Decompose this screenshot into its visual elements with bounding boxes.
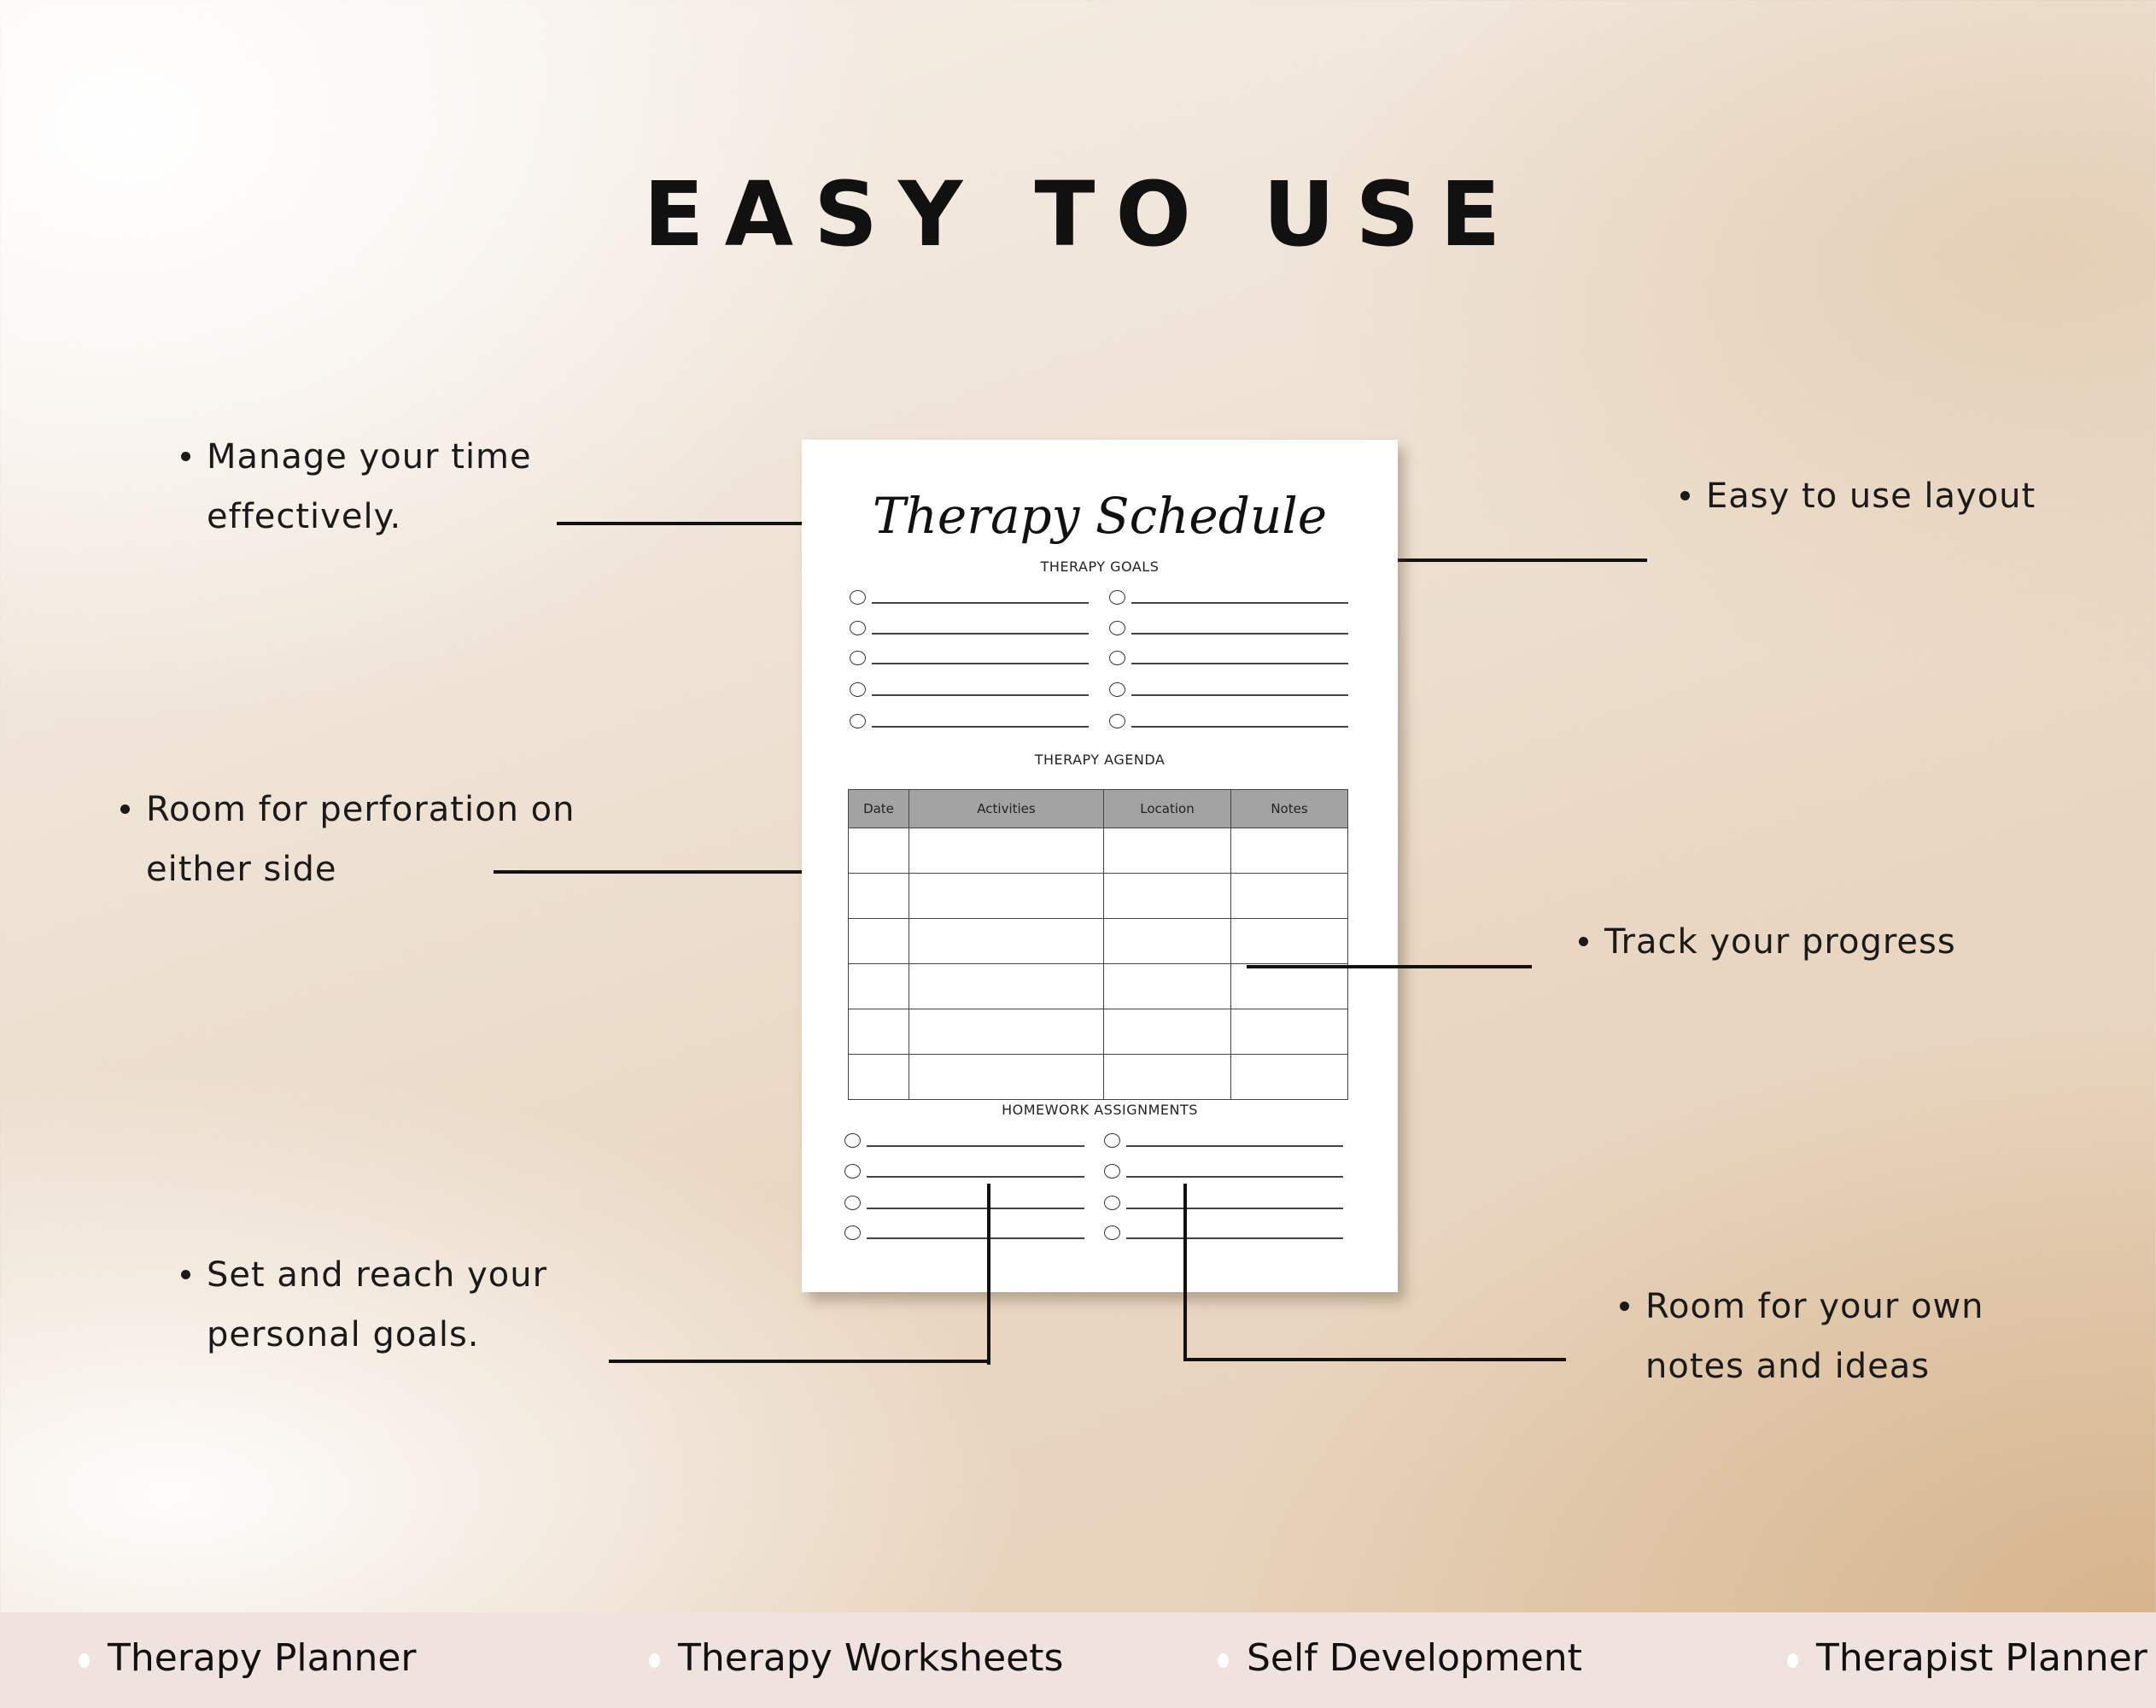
callout-text: Room for your own	[1645, 1287, 1984, 1326]
callout-text: effectively.	[207, 497, 402, 536]
goal-checkbox	[850, 590, 866, 605]
homework-checkbox	[844, 1133, 861, 1148]
table-cell	[909, 1055, 1104, 1100]
callout-text: personal goals.	[207, 1315, 480, 1354]
table-cell	[849, 919, 909, 964]
table-cell	[1104, 874, 1231, 919]
homework-checkbox	[844, 1196, 861, 1210]
goal-line	[1131, 663, 1348, 664]
callout-text: Easy to use layout	[1706, 477, 2036, 516]
callout-track-progress	[1604, 912, 1956, 972]
callout-easy-layout	[1706, 466, 2036, 526]
table-row	[849, 828, 1348, 874]
goal-line	[872, 663, 1089, 664]
table-cell	[909, 1009, 1104, 1055]
bullet-icon	[1620, 1301, 1629, 1311]
callout-personal-goals	[207, 1245, 547, 1365]
connector-line	[987, 1184, 990, 1365]
agenda-table	[848, 789, 1348, 1100]
column-header-location: Location	[1104, 790, 1231, 828]
table-cell	[909, 919, 1104, 964]
page-title: EASY TO USE	[643, 162, 1522, 266]
bottom-item-label: Therapist Planner	[1816, 1636, 2147, 1680]
table-cell	[1231, 964, 1348, 1009]
table-cell	[1231, 828, 1348, 874]
callout-text: notes and ideas	[1645, 1347, 1931, 1386]
table-cell	[909, 964, 1104, 1009]
homework-line	[1126, 1145, 1343, 1147]
table-row	[849, 919, 1348, 964]
homework-checkbox	[844, 1225, 861, 1240]
bottom-item	[1247, 1636, 1582, 1680]
table-cell	[1104, 828, 1231, 874]
connector-line	[1183, 1184, 1187, 1361]
table-cell	[1231, 874, 1348, 919]
table-cell	[849, 1055, 909, 1100]
homework-line	[1126, 1208, 1343, 1209]
table-row	[849, 1055, 1348, 1100]
callout-manage-time	[207, 427, 532, 547]
bullet-icon	[1218, 1653, 1229, 1668]
bullet-icon	[1787, 1653, 1798, 1668]
bullet-icon	[120, 804, 130, 814]
callout-notes-ideas	[1645, 1277, 1984, 1396]
goal-checkbox	[1109, 682, 1125, 697]
table-cell	[849, 1009, 909, 1055]
goal-line	[1131, 694, 1348, 696]
bottom-item	[678, 1636, 1063, 1680]
table-cell	[1231, 919, 1348, 964]
bottom-item-label: Self Development	[1247, 1636, 1582, 1680]
bullet-icon	[1680, 491, 1690, 500]
column-header-date: Date	[849, 790, 909, 828]
bottom-item	[108, 1636, 417, 1680]
table-cell	[1104, 919, 1231, 964]
homework-line	[867, 1176, 1084, 1178]
goal-checkbox	[850, 682, 866, 697]
homework-checkbox	[1104, 1164, 1120, 1179]
bottom-bar	[0, 1612, 2156, 1708]
table-cell	[1104, 1055, 1231, 1100]
callout-perforation	[146, 780, 575, 899]
homework-line	[867, 1237, 1084, 1239]
callout-text: Track your progress	[1604, 922, 1956, 962]
table-cell	[909, 874, 1104, 919]
goal-checkbox	[850, 651, 866, 665]
goals-heading: THERAPY GOALS	[1040, 559, 1160, 575]
agenda-heading: THERAPY AGENDA	[1034, 752, 1166, 768]
homework-checkbox	[1104, 1225, 1120, 1240]
table-row	[849, 964, 1348, 1009]
table-row	[849, 874, 1348, 919]
goal-checkbox	[850, 714, 866, 728]
bullet-icon	[79, 1653, 90, 1668]
goal-checkbox	[1109, 621, 1125, 635]
goal-line	[1131, 726, 1348, 728]
table-cell	[849, 828, 909, 874]
homework-checkbox	[1104, 1133, 1120, 1148]
bullet-icon	[649, 1653, 660, 1668]
callout-text: Room for perforation on	[146, 790, 576, 829]
document-title: Therapy Schedule	[872, 487, 1328, 545]
goal-checkbox	[1109, 590, 1125, 605]
column-header-notes: Notes	[1231, 790, 1348, 828]
table-row	[849, 1009, 1348, 1055]
table-cell	[909, 828, 1104, 874]
homework-line	[867, 1208, 1084, 1209]
planner-page-preview	[802, 440, 1398, 1292]
homework-line	[1126, 1237, 1343, 1239]
homework-line	[1126, 1176, 1343, 1178]
goal-line	[872, 633, 1089, 635]
homework-heading: HOMEWORK ASSIGNMENTS	[1002, 1102, 1198, 1118]
table-cell	[849, 964, 909, 1009]
connector-line	[609, 1360, 990, 1363]
table-cell	[1104, 1009, 1231, 1055]
goal-line	[872, 726, 1089, 728]
bottom-item-label: Therapy Planner	[108, 1636, 417, 1680]
bottom-item-label: Therapy Worksheets	[678, 1636, 1064, 1680]
goal-line	[872, 694, 1089, 696]
table-cell	[1104, 964, 1231, 1009]
goal-checkbox	[1109, 714, 1125, 728]
homework-checkbox	[1104, 1196, 1120, 1210]
goal-line	[1131, 633, 1348, 635]
callout-text: Set and reach your	[207, 1255, 548, 1295]
connector-line	[1247, 965, 1532, 968]
callout-text: either side	[146, 850, 337, 889]
homework-line	[867, 1145, 1084, 1147]
bullet-icon	[181, 1270, 190, 1279]
connector-line	[1183, 1358, 1566, 1361]
goal-line	[872, 602, 1089, 604]
goal-checkbox	[1109, 651, 1125, 665]
goal-line	[1131, 602, 1348, 604]
bullet-icon	[181, 452, 190, 461]
bottom-item	[1816, 1636, 2147, 1680]
homework-checkbox	[844, 1164, 861, 1179]
table-cell	[1231, 1009, 1348, 1055]
table-cell	[849, 874, 909, 919]
callout-text: Manage your time	[207, 437, 532, 477]
goal-checkbox	[850, 621, 866, 635]
bullet-icon	[1579, 937, 1588, 946]
table-cell	[1231, 1055, 1348, 1100]
column-header-activities: Activities	[909, 790, 1104, 828]
